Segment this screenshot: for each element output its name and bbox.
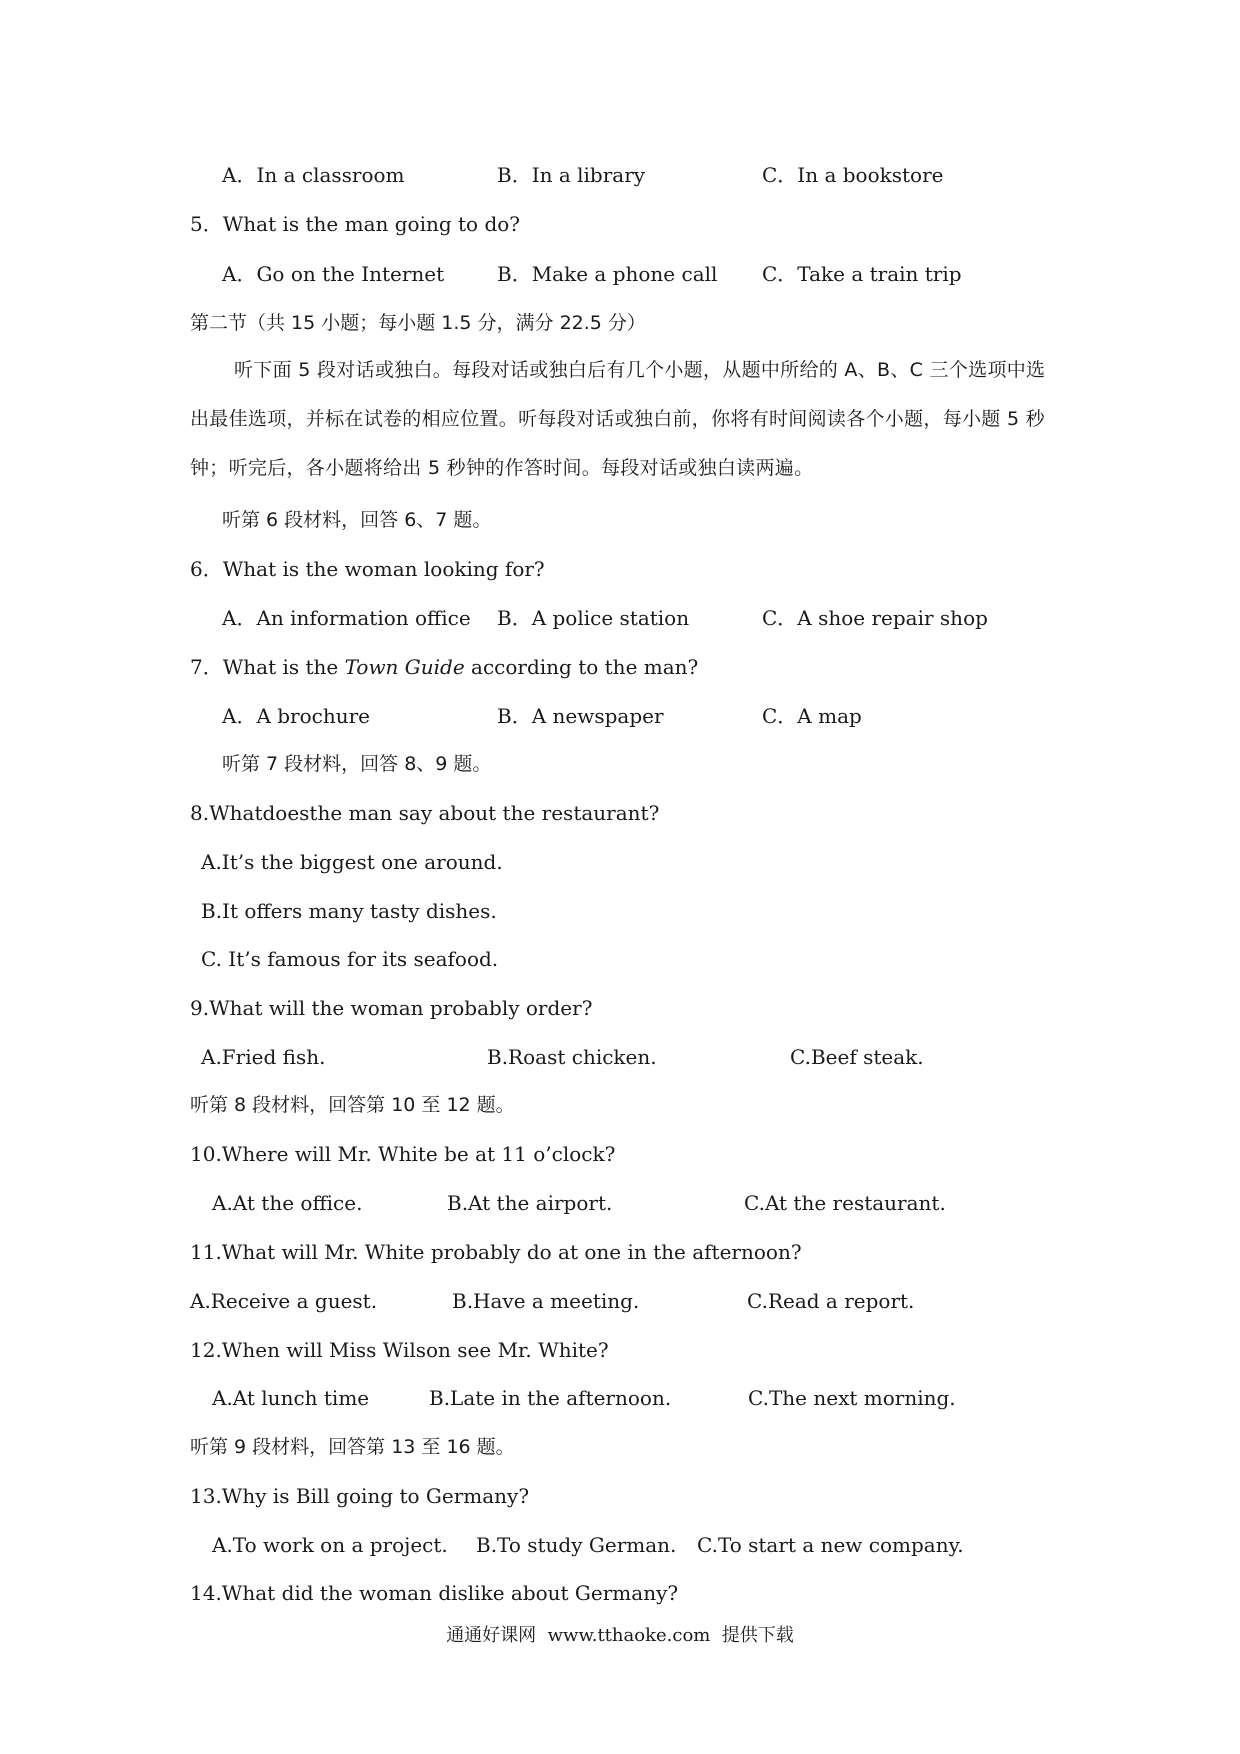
- q11-option-c: C.Read a report.: [747, 1289, 915, 1313]
- q8-option-b: B.It offers many tasty dishes.: [201, 899, 497, 923]
- material9-heading: 听第 9 段材料，回答第 13 至 16 题。: [190, 1436, 515, 1458]
- q6-question: 6．What is the woman looking for?: [190, 557, 545, 581]
- q9-option-a: A.Fried fish.: [201, 1045, 326, 1069]
- footer-url[interactable]: www.tthaoke.com: [547, 1625, 711, 1646]
- q4-option-a: A．In a classroom: [222, 163, 405, 187]
- q4-option-b: B．In a library: [497, 163, 646, 187]
- q8-option-a: A.It’s the biggest one around.: [201, 850, 503, 874]
- q9-question: 9.What will the woman probably order?: [190, 996, 593, 1020]
- q10-option-b: B.At the airport.: [447, 1191, 613, 1215]
- q13-option-c: C.To start a new company.: [697, 1533, 964, 1557]
- q12-option-c: C.The next morning.: [748, 1386, 956, 1410]
- q5-options: [0, 260, 1240, 288]
- q7-options: [0, 702, 1240, 730]
- q9-option-c: C.Beef steak.: [790, 1045, 924, 1069]
- q7-question-before: 7．What is the: [190, 655, 345, 679]
- q4-options: [0, 161, 1240, 189]
- section2-instructions: 听下面 5 段对话或独白。每段对话或独白后有几个小题，从题中所给的 A、B、C 三个选项中选出最佳选项，并标在试卷的相应位置。听每段对话或独白前，你将有时间阅读各个小题，每小题 5 秒钟；听完后，各小题将给出 5 秒钟的作答时间。每段对话或独白读两遍。: [190, 359, 1046, 479]
- footer-site-name: 通通好课网: [446, 1625, 537, 1646]
- q6-option-c: C．A shoe repair shop: [762, 606, 988, 630]
- q9-option-b: B.Roast chicken.: [487, 1045, 657, 1069]
- q5-option-c: C．Take a train trip: [762, 262, 962, 286]
- material8-heading: 听第 8 段材料，回答第 10 至 12 题。: [190, 1094, 515, 1116]
- q7-question-italic: Town Guide: [344, 655, 465, 679]
- q8-question: 8.Whatdoesthe man say about the restaurant?: [190, 801, 660, 825]
- q4-option-c: C．In a bookstore: [762, 163, 944, 187]
- q13-option-b: B.To study German.: [476, 1533, 677, 1557]
- page-footer: [0, 1623, 1240, 1649]
- q11-option-b: B.Have a meeting.: [452, 1289, 640, 1313]
- q10-question: 10.Where will Mr. White be at 11 o’clock?: [190, 1142, 616, 1166]
- q6-option-a: A．An information office: [222, 606, 471, 630]
- q7-question: [190, 653, 698, 681]
- q13-option-a: A.To work on a project.: [212, 1533, 448, 1557]
- section2-heading: 第二节（共 15 小题；每小题 1.5 分，满分 22.5 分）: [190, 312, 646, 334]
- material6-heading: 听第 6 段材料，回答 6、7 题。: [222, 509, 492, 531]
- q12-option-a: A.At lunch time: [212, 1386, 370, 1410]
- q5-option-a: A．Go on the Internet: [222, 262, 445, 286]
- material7-heading: 听第 7 段材料，回答 8、9 题。: [222, 753, 492, 775]
- q10-option-c: C.At the restaurant.: [744, 1191, 946, 1215]
- q7-option-c: C．A map: [762, 704, 862, 728]
- footer-suffix: 提供下载: [721, 1625, 794, 1646]
- q7-option-b: B．A newspaper: [497, 704, 664, 728]
- q12-options: [0, 1384, 1240, 1412]
- q5-question: 5．What is the man going to do?: [190, 212, 521, 236]
- q13-question: 13.Why is Bill going to Germany?: [190, 1484, 530, 1508]
- q7-question-after: according to the man?: [464, 655, 699, 679]
- q11-question: 11.What will Mr. White probably do at one in the afternoon?: [190, 1240, 802, 1264]
- q6-option-b: B．A police station: [497, 606, 690, 630]
- q10-options: [0, 1189, 1240, 1217]
- q12-option-b: B.Late in the afternoon.: [429, 1386, 672, 1410]
- q9-options: [0, 1043, 1240, 1071]
- q14-question: 14.What did the woman dislike about Germany?: [190, 1581, 679, 1605]
- q11-options: [0, 1287, 1240, 1315]
- q12-question: 12.When will Miss Wilson see Mr. White?: [190, 1338, 609, 1362]
- q5-option-b: B．Make a phone call: [497, 262, 718, 286]
- q7-option-a: A．A brochure: [222, 704, 371, 728]
- q13-options: [0, 1531, 1240, 1559]
- q6-options: [0, 604, 1240, 632]
- q11-option-a: A.Receive a guest.: [190, 1289, 378, 1313]
- q8-option-c: C. It’s famous for its seafood.: [201, 947, 499, 971]
- q10-option-a: A.At the office.: [212, 1191, 363, 1215]
